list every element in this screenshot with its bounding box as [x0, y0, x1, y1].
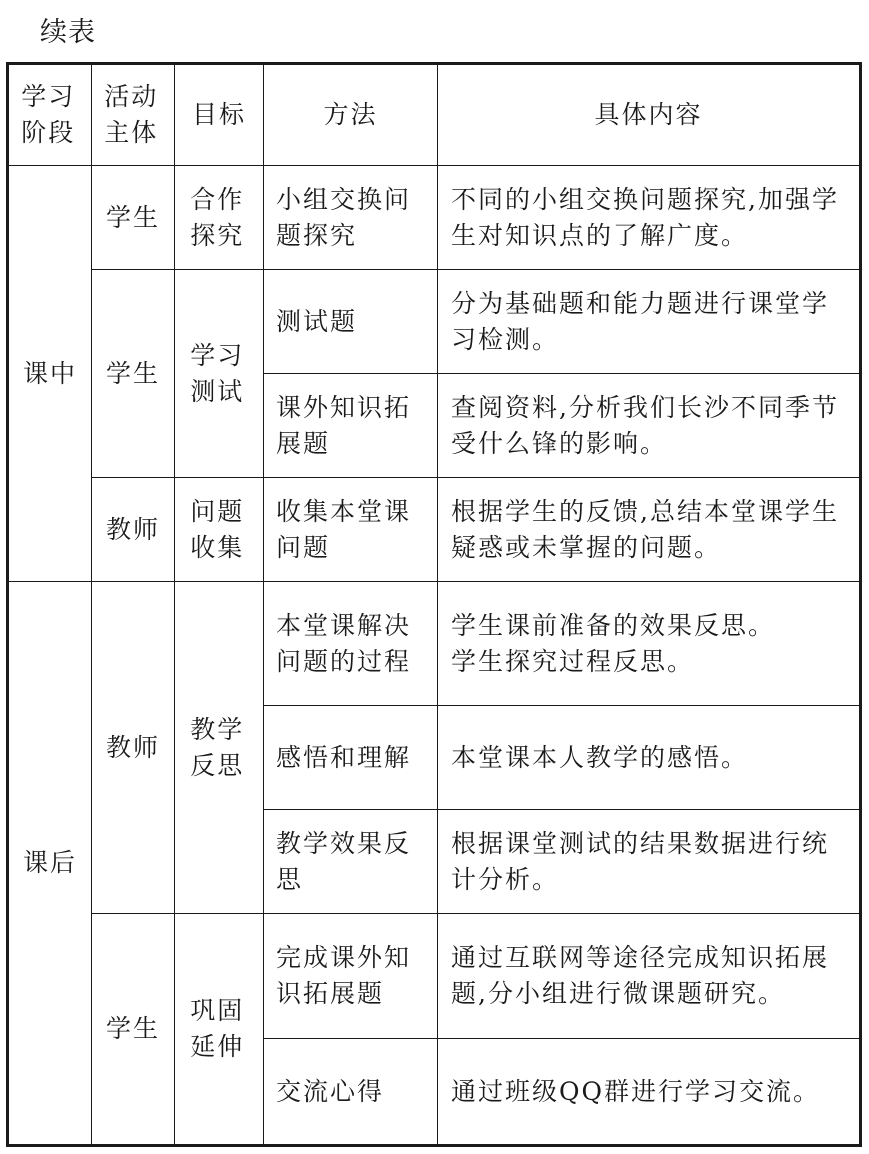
table-row — [8, 166, 861, 270]
header-method: 方法 — [264, 64, 438, 166]
table-row — [8, 914, 861, 1039]
goal-cell: 教学反思 — [175, 582, 264, 914]
header-subject: 活动主体 — [92, 64, 175, 166]
content-cell: 不同的小组交换问题探究,加强学生对知识点的了解广度。 — [438, 166, 861, 270]
method-cell: 完成课外知识拓展题 — [264, 914, 438, 1039]
subject-cell: 学生 — [92, 914, 175, 1146]
method-cell: 本堂课解决问题的过程 — [264, 582, 438, 706]
subject-cell: 学生 — [92, 166, 175, 270]
content-cell: 根据课堂测试的结果数据进行统计分析。 — [438, 810, 861, 914]
stage-cell: 课中 — [8, 166, 92, 582]
table-row — [8, 270, 861, 374]
header-stage: 学习阶段 — [8, 64, 92, 166]
content-cell: 本堂课本人教学的感悟。 — [438, 706, 861, 810]
goal-cell: 合作探究 — [175, 166, 264, 270]
method-cell: 收集本堂课问题 — [264, 478, 438, 582]
header-goal: 目标 — [175, 64, 264, 166]
content-cell: 通过互联网等途径完成知识拓展题,分小组进行微课题研究。 — [438, 914, 861, 1039]
table-row — [8, 582, 861, 706]
content-line: 学生探究过程反思。 — [451, 646, 695, 676]
content-cell: 分为基础题和能力题进行课堂学习检测。 — [438, 270, 861, 374]
content-line: 学生课前准备的效果反思。 — [451, 610, 776, 640]
subject-cell: 教师 — [92, 478, 175, 582]
method-cell: 小组交换问题探究 — [264, 166, 438, 270]
method-cell: 教学效果反思 — [264, 810, 438, 914]
method-cell: 感悟和理解 — [264, 706, 438, 810]
header-row — [8, 64, 861, 166]
goal-cell: 学习测试 — [175, 270, 264, 478]
stage-cell: 课后 — [8, 582, 92, 1146]
method-cell: 课外知识拓展题 — [264, 374, 438, 478]
subject-cell: 教师 — [92, 582, 175, 914]
goal-cell: 问题收集 — [175, 478, 264, 582]
goal-cell: 巩固延伸 — [175, 914, 264, 1146]
method-cell: 测试题 — [264, 270, 438, 374]
header-content: 具体内容 — [438, 64, 861, 166]
subject-cell: 学生 — [92, 270, 175, 478]
method-cell: 交流心得 — [264, 1039, 438, 1146]
content-cell: 通过班级QQ群进行学习交流。 — [438, 1039, 861, 1146]
lesson-plan-table — [6, 62, 862, 1147]
table-row — [8, 478, 861, 582]
content-cell: 查阅资料,分析我们长沙不同季节受什么锋的影响。 — [438, 374, 861, 478]
table-caption: 续表 — [40, 17, 96, 48]
content-cell — [438, 582, 861, 706]
content-cell: 根据学生的反馈,总结本堂课学生疑惑或未掌握的问题。 — [438, 478, 861, 582]
